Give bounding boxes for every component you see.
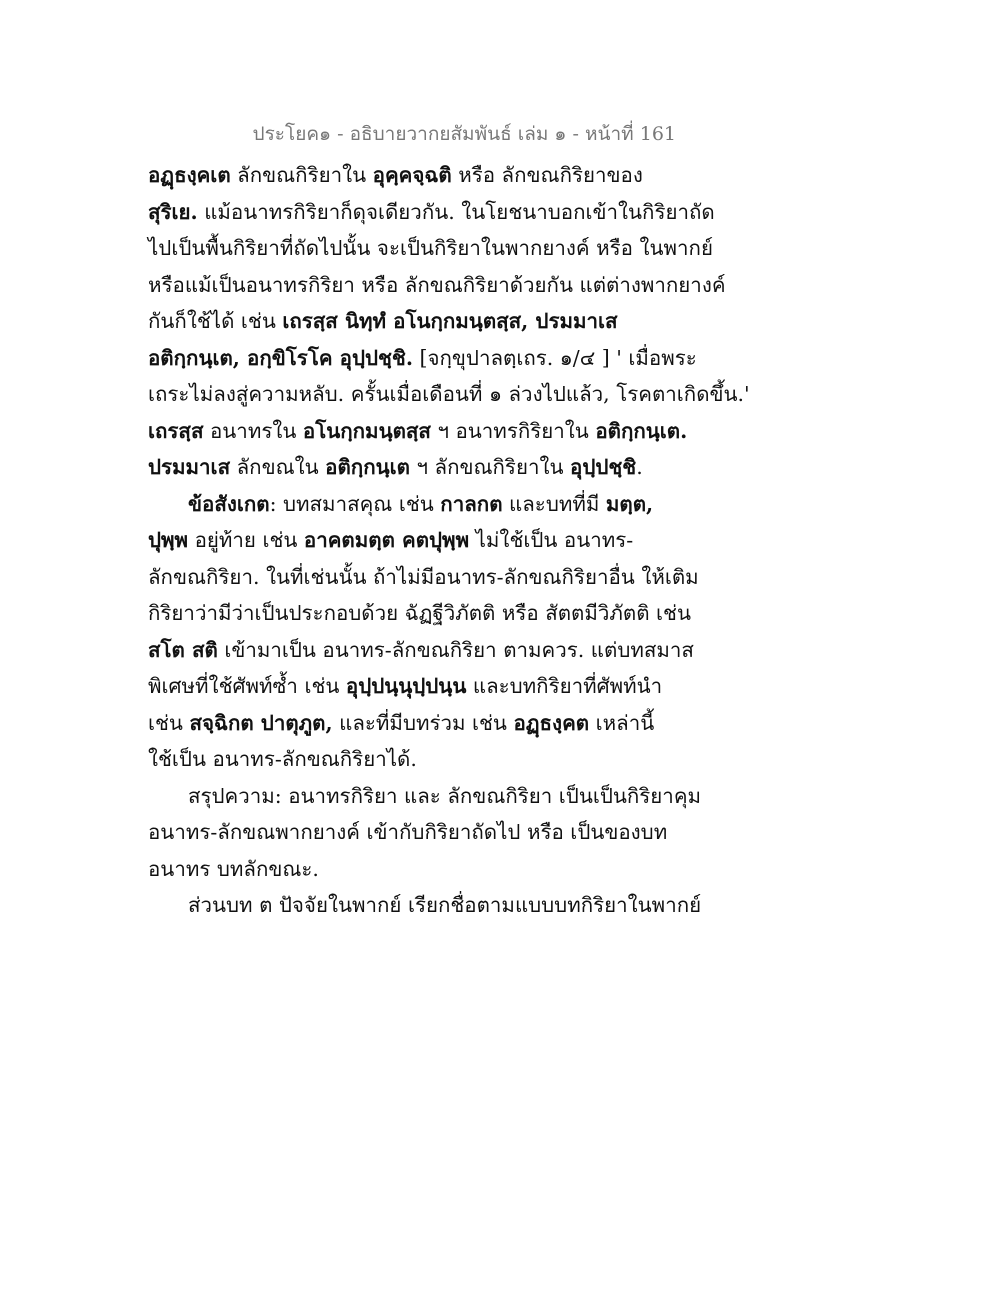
bold-term: อติกฺกนฺเต. — [595, 418, 688, 443]
text-line — [148, 449, 708, 486]
text-line — [148, 194, 715, 231]
text-line — [148, 814, 708, 851]
text-segment: [จกฺขุปาลตฺเถร. ๑/๔ ] ' เมื่อพระ — [412, 345, 697, 370]
text-line — [148, 559, 708, 596]
text-segment: อนาทรใน — [203, 418, 303, 443]
bold-term: อาคตมตฺต คตปุพฺพ — [303, 528, 470, 552]
text-line — [148, 303, 708, 340]
bold-term: อฏฺธงฺคเต — [148, 163, 231, 187]
text-line — [148, 267, 726, 304]
text-segment: . — [636, 455, 643, 479]
text-segment: แม้อนาทรกิริยาก็ดุจเดียวกัน. ในโยชนาบอกเข้าในกิริยาถัด — [197, 199, 715, 224]
text-segment: พิเศษที่ใช้ศัพท์ซ้ำ เช่น — [148, 674, 346, 698]
text-line — [148, 668, 708, 705]
bold-term: อุปฺปชฺชิ — [570, 455, 637, 479]
text-segment: อยู่ท้าย เช่น — [188, 528, 304, 552]
text-segment: ไปเป็นพื้นกิริยาที่ถัดไปนั้น จะเป็นกิริยาในพากยางค์ หรือ ในพากย์ — [148, 236, 713, 260]
bold-term: อฏฺธงฺคต — [513, 710, 590, 735]
bold-term: อติกฺกนฺเต, อกฺขิโรโค อุปฺปชฺชิ. — [148, 345, 413, 370]
text-segment: ลักขณกิริยา. ในที่เช่นนั้น ถ้าไม่มีอนาทร-ลักขณกิริยาอื่น ให้เติม — [148, 564, 699, 589]
text-segment: อนาทร-ลักขณพากยางค์ เข้ากับกิริยาถัดไป หรือ เป็นของบท — [148, 820, 668, 844]
bold-term: กาลกต — [440, 491, 503, 516]
text-line — [148, 157, 708, 194]
text-segment: ลักขณใน — [230, 455, 326, 479]
bold-term: ปรมมาเส — [148, 455, 231, 479]
text-line — [148, 376, 750, 413]
text-line — [148, 486, 708, 523]
text-line — [148, 632, 708, 669]
text-line — [148, 851, 708, 888]
text-segment: สรุปความ: อนาทรกิริยา และ ลักขณกิริยา เป็นเป็นกิริยาคุม — [188, 783, 702, 808]
bold-term: อติกฺกนฺเต — [325, 455, 410, 479]
text-line — [148, 340, 708, 377]
text-segment: เหล่านี้ — [589, 710, 655, 735]
text-line — [148, 741, 708, 778]
text-segment: กันก็ใช้ได้ เช่น — [148, 309, 283, 333]
bold-term: เถรสฺส นิทฺทํ อโนกฺกมนฺตสฺส, ปรมมาเส — [282, 309, 618, 333]
bold-term: อุคฺคจฺฉติ — [372, 163, 452, 187]
bold-term: ข้อสังเกต — [188, 491, 270, 516]
text-segment: กิริยาว่ามีว่าเป็นประกอบด้วย ฉัฏฐีวิภัตติ หรือ สัตตมีวิภัตติ เช่น — [148, 601, 691, 625]
text-segment: ไม่ใช้เป็น อนาทร- — [469, 528, 634, 552]
text-segment: และบทที่มี — [502, 491, 606, 516]
text-line — [148, 522, 708, 559]
bold-term: สุริเย. — [148, 199, 198, 224]
bold-term: สโต สติ — [148, 637, 218, 662]
text-segment: : บทสมาสคุณ เช่น — [269, 491, 441, 516]
text-line — [148, 705, 708, 742]
text-segment: ฯ ลักขณกิริยาใน — [409, 455, 571, 479]
bold-term: เถรสฺส — [148, 418, 204, 443]
text-segment: หรือ ลักขณกิริยาของ — [451, 163, 643, 187]
bold-term: มตฺต, — [605, 491, 654, 516]
text-segment: เถระไม่ลงสู่ความหลับ. ครั้นเมื่อเดือนที่ ๑ ล่วงไปแล้ว, โรคตาเกิดขึ้น.' — [148, 382, 750, 406]
text-segment: ใช้เป็น อนาทร-ลักขณกิริยาได้. — [148, 747, 417, 771]
text-line — [148, 778, 708, 815]
body-text — [148, 157, 750, 924]
text-segment: ส่วนบท ต ปัจจัยในพากย์ เรียกชื่อตามแบบบทกิริยาในพากย์ — [188, 893, 702, 917]
text-line — [148, 595, 708, 632]
bold-term: อุปฺปนฺนุปฺปนฺน — [345, 674, 467, 698]
text-line — [148, 413, 708, 450]
bold-term: สจฺฉิกต ปาตุภูต, — [189, 710, 333, 735]
text-line — [148, 230, 713, 267]
text-segment: หรือแม้เป็นอนาทรกิริยา หรือ ลักขณกิริยาด้วยกัน แต่ต่างพากยางค์ — [148, 272, 726, 297]
text-segment: เข้ามาเป็น อนาทร-ลักขณกิริยา ตามควร. แต่บทสมาส — [217, 637, 694, 662]
text-segment: ลักขณกิริยาใน — [230, 163, 373, 187]
text-segment: เช่น — [148, 710, 190, 735]
page-header: ประโยค๑ - อธิบายวากยสัมพันธ์ เล่ม ๑ - หน้าที่ 161 — [252, 123, 676, 145]
text-segment: และบทกิริยาที่ศัพท์นำ — [466, 674, 663, 698]
text-segment: ฯ อนาทรกิริยาใน — [430, 418, 596, 443]
bold-term: ปุพฺพ — [148, 528, 189, 552]
text-segment: และที่มีบทร่วม เช่น — [332, 710, 514, 735]
text-segment: อนาทร บทลักขณะ. — [148, 856, 319, 881]
text-line — [148, 887, 708, 924]
bold-term: อโนกฺกมนฺตสฺส — [302, 418, 431, 443]
